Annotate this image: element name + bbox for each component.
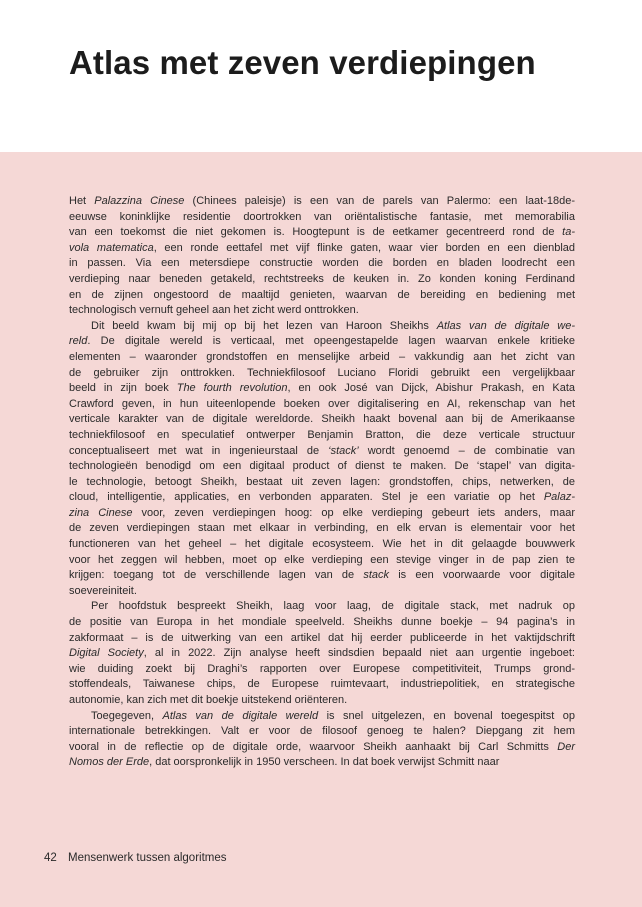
text-run: de zeven verdiepingen staan met elkaar in verbinding, en elk ervan is elementair voor het — [69, 522, 575, 535]
text-line — [69, 397, 575, 413]
text-line — [69, 740, 575, 756]
text-run: vooral in de reflectie op de digitale orde, waarvoor Sheikh aanhaakt bij Carl Schmitts — [69, 740, 558, 753]
italic-title: Der — [557, 740, 575, 753]
text-line — [69, 366, 575, 382]
running-title: Mensenwerk tussen algoritmes — [68, 852, 227, 864]
text-run: krijgen: toegang tot de verschillende lagen van de — [69, 569, 364, 582]
italic-title: reld — [69, 335, 88, 348]
text-run: technologieën benodigd om een digitaal product of dienst te maken. De ‘stapel’ van digita- — [69, 460, 575, 473]
text-line — [69, 724, 575, 740]
text-run: Het — [69, 195, 95, 207]
text-line — [69, 490, 575, 506]
text-line — [69, 241, 575, 257]
italic-title: Atlas van de digitale we- — [436, 319, 575, 332]
page-number: 42 — [44, 852, 57, 864]
text-line — [69, 677, 575, 693]
text-line — [69, 256, 575, 272]
text-line — [69, 319, 575, 335]
italic-title: The fourth revolution — [176, 382, 288, 395]
text-run: de gebruiker zijn onttrokken. Techniekfilosoof Luciano Floridi gebruikt een vergelijkbaar — [69, 366, 575, 379]
text-run: wie duiding zoekt bij Draghi’s rapporten over Europese competitiviteit, Trumps grond- — [69, 662, 575, 675]
text-line — [69, 210, 575, 226]
text-run: de positie van Europa in het mondiale speelveld. Sheikhs dunne boekje – 94 pagina’s in — [69, 616, 575, 629]
text-run: eeuwse koninklijke residentie doortrokken van oriëntalistische fantasie, met memorabilia — [69, 210, 575, 223]
text-run: , al in 2022. Zijn analyse heeft sindsdien bepaald niet aan urgentie ingeboet: — [143, 647, 575, 660]
text-run: functioneren van het geheel – het digitale ecosysteem. Wie het in dit gelaagde bouwwerk — [69, 538, 575, 551]
text-run: in passen. Via een metersdiepe constructie worden die borden en bladen loodrecht een — [69, 257, 575, 270]
italic-title: Palaz- — [543, 491, 575, 504]
paragraph — [69, 319, 575, 600]
text-line — [69, 537, 575, 553]
article-body — [69, 194, 575, 771]
text-line — [69, 381, 575, 397]
text-line — [69, 662, 575, 678]
text-line — [69, 506, 575, 522]
text-run: Crawford geven, in hun uiteenlopende boeken over digitalisering en AI, rekenschap van het — [69, 397, 575, 410]
text-line — [69, 350, 575, 366]
text-run: voor, zeven verdiepingen hoog: op elke verdieping gebeurt iets anders, maar — [132, 506, 575, 519]
text-run: stoffendeals, Taiwanese chips, de Europese ruimtevaart, industriepolitiek, en strategische — [69, 678, 575, 691]
text-line — [69, 553, 575, 569]
text-line — [69, 584, 575, 600]
text-run: (Chinees paleisje) is een van de parels van Palermo: een laat-18de- — [184, 195, 575, 207]
italic-title: ta- — [562, 226, 575, 239]
text-line — [69, 334, 575, 350]
text-run: , dat oorspronkelijk in 1950 verscheen. In dat boek verwijst Schmitt naar — [149, 756, 500, 769]
text-line — [69, 303, 575, 319]
page-footer — [44, 852, 227, 864]
text-line — [69, 288, 575, 304]
text-line — [69, 225, 575, 241]
text-run: . De digitale wereld is verticaal, met opeengestapelde lagen waarvan enkele kritieke — [87, 335, 575, 348]
text-run: is een voorwaarde voor digitale — [389, 569, 575, 582]
text-line — [69, 428, 575, 444]
text-line — [69, 521, 575, 537]
text-run: internationale betrekkingen. Valt er voor de filosoof genoeg te halen? Diepgang zit hem — [69, 725, 575, 738]
text-line — [69, 412, 575, 428]
text-line — [69, 475, 575, 491]
text-run: van een toekomst die niet gekomen is. Hoogtepunt is de eetkamer gecentreerd rond de — [69, 226, 563, 239]
italic-title: vola matematica — [69, 241, 154, 254]
text-run: Toegegeven, — [91, 709, 163, 722]
text-line — [69, 459, 575, 475]
italic-title: Palazzina Cinese — [94, 195, 185, 207]
text-run: conceptualiseert met wat in ingenieurstaal de — [69, 444, 329, 457]
paragraph — [69, 709, 575, 771]
text-run: soevereiniteit. — [69, 584, 137, 597]
paragraph — [69, 194, 575, 319]
italic-title: Digital Society — [69, 647, 144, 660]
text-line — [69, 444, 575, 460]
text-run: Dit beeld kwam bij mij op bij het lezen van Haroon Sheikhs — [91, 319, 437, 332]
italic-title: stack — [363, 569, 389, 582]
text-run: verdieping naar beneden getakeld, rechtstreeks de keuken in. Zo konden koning Ferdinand — [69, 272, 575, 285]
text-run: is snel uitgelezen, en bovenal toegespitst op — [318, 709, 575, 722]
text-run: techniekfilosoof en speculatief ontwerper Benjamin Bratton, die deze verticale structuur — [69, 428, 575, 441]
text-run: verticale karakter van de digitale wereldorde. Sheikh haakt bovenal aan bij de Amerikaanse — [69, 413, 575, 426]
italic-title: ‘stack’ — [328, 444, 359, 457]
text-run: le technologie, betoogt Sheikh, bestaat uit zeven lagen: grondstoffen, chips, netwerken, de — [69, 475, 575, 488]
text-run: voor het zeggen wil hebben, moet op elke verdieping een stevige vinger in de pap zien te — [69, 553, 575, 566]
text-line — [69, 755, 575, 771]
text-line — [69, 631, 575, 647]
text-line — [69, 709, 575, 725]
text-run: Per hoofdstuk bespreekt Sheikh, laag voor laag, de digitale stack, met nadruk op — [91, 600, 575, 613]
text-line — [69, 646, 575, 662]
text-run: beeld in zijn boek — [69, 382, 177, 395]
text-run: elementen – waaronder grondstoffen en menselijke arbeid – vakkundig aan het zicht van — [69, 350, 575, 363]
page-title: Atlas met zeven verdiepingen — [69, 44, 536, 81]
italic-title: Nomos der Erde — [69, 756, 150, 769]
text-line — [69, 599, 575, 615]
text-line — [69, 693, 575, 709]
text-run: , een ronde eettafel met vijf flinke gaten, waar vier borden en een dienblad — [153, 241, 575, 254]
italic-title: zina Cinese — [69, 506, 133, 519]
text-line — [69, 272, 575, 288]
text-run: technologisch vernuft geheel aan het zicht werd onttrokken. — [69, 304, 359, 317]
text-run: wordt genoemd – de combinatie van — [358, 444, 576, 457]
text-line — [69, 194, 575, 210]
text-line — [69, 568, 575, 584]
text-run: cloud, intelligentie, applicaties, en verbonden apparaten. Stel je een variatie op het — [69, 491, 544, 504]
text-run: , en ook José van Dijck, Abishur Prakash, en Kata — [287, 382, 576, 395]
text-run: en de zijnen ongestoord de maaltijd genieten, waarvan de bereiding en bediening met — [69, 288, 575, 301]
italic-title: Atlas van de digitale wereld — [162, 709, 319, 722]
text-run: zakformaat – is de uitwerking van een artikel dat hij eerder publiceerde in het vaktijdschrift — [69, 631, 575, 644]
text-line — [69, 615, 575, 631]
text-run: autonomie, kan zich met dit boekje uitstekend oriënteren. — [69, 694, 348, 706]
paragraph — [69, 599, 575, 708]
